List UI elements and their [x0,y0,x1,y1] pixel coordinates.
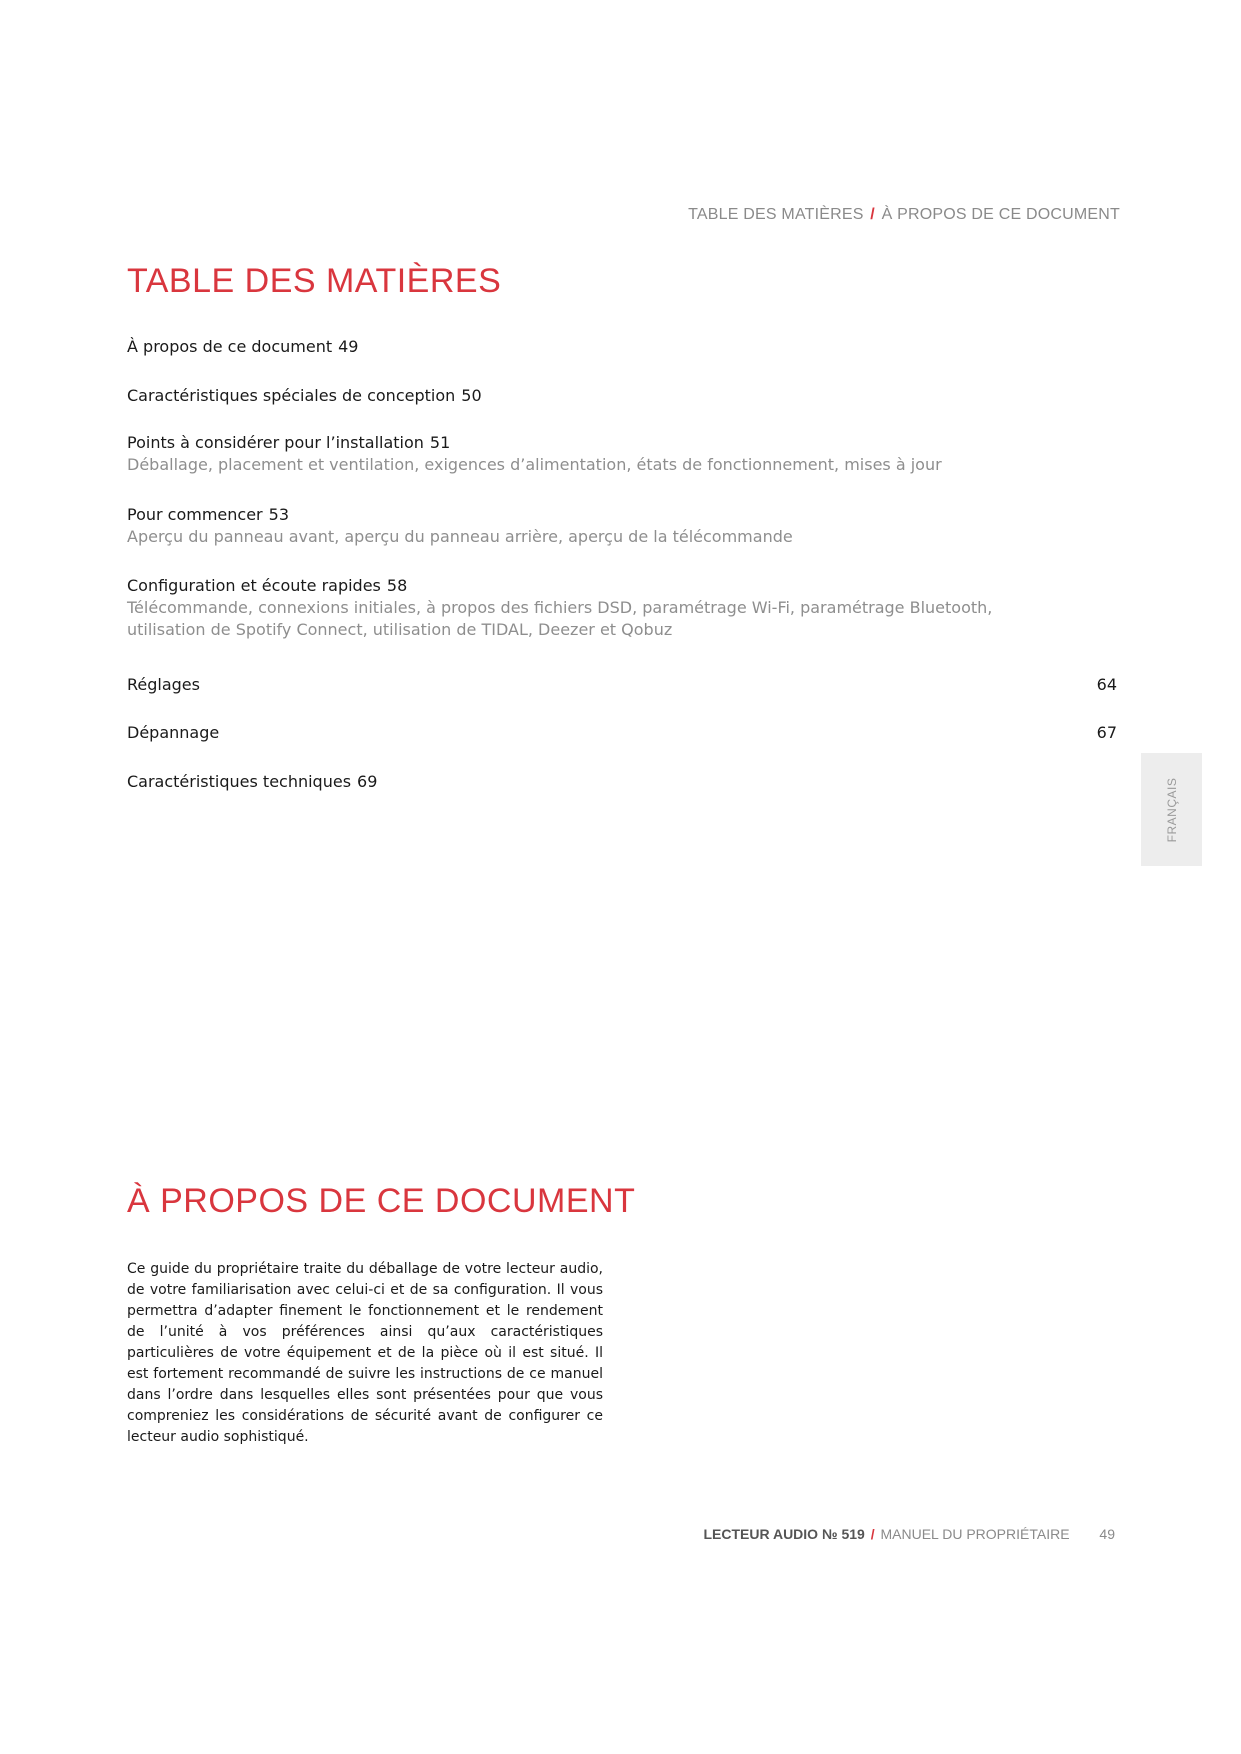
running-header-separator: / [870,206,875,223]
about-title: À PROPOS DE CE DOCUMENT [127,1182,636,1220]
toc-entry-page: 53 [268,505,289,524]
toc-entry[interactable] [127,673,1117,696]
toc-entry-page: 51 [429,433,451,452]
toc-entry[interactable] [127,574,1117,641]
toc-entry[interactable] [127,335,1117,358]
toc-entry-label[interactable]: Dépannage [127,723,220,742]
toc-entry-page: 69 [357,772,378,791]
running-header-right: À PROPOS DE CE DOCUMENT [881,206,1120,223]
running-header [688,206,1120,224]
toc-entry-subtopics: Déballage, placement et ventilation, exigences d’alimentation, états de fonctionnement, mises à jour [127,455,942,474]
about-body: Ce guide du propriétaire traite du déballage de votre lecteur audio, de votre familiarisation avec celui-ci et de sa configuration. Il vous permettra d’adapter finement le fonctionnement et le rendement de l’unité à vos préférences ainsi qu’aux caractéristiques particulières de votre équipement et de la pièce où il est situé. Il est fortement recommandé de suivre les instructions de ce manuel dans l’ordre dans lesquelles elles sont présentées pour que vous compreniez les considérations de sécurité avant de configurer ce lecteur audio sophistiqué. [127,1261,603,1445]
toc-entry-page: 49 [338,337,359,356]
footer-separator: / [870,1526,875,1542]
page-number: 49 [1099,1526,1115,1542]
footer-product-name: LECTEUR AUDIO № 519 [703,1526,865,1542]
toc-entry-subtopics-continued: utilisation de Spotify Connect, utilisation de TIDAL, Deezer et Qobuz [127,620,673,639]
toc-entry-page: 50 [461,386,482,405]
toc-entry[interactable] [127,384,1117,407]
toc-entry[interactable] [127,721,1117,744]
toc-entry-label[interactable]: Caractéristiques spéciales de conception [127,386,456,405]
language-tab[interactable] [1141,753,1202,866]
toc-entry-label[interactable]: Pour commencer [127,505,263,524]
toc-entry-page: 58 [386,576,408,595]
toc-entry[interactable] [127,503,1117,548]
toc-entry-subtopics: Aperçu du panneau avant, aperçu du panneau arrière, aperçu de la télécommande [127,527,793,546]
toc-entry-label[interactable]: À propos de ce document [127,337,333,356]
running-header-left: TABLE DES MATIÈRES [688,206,864,223]
language-tab-label: FRANÇAIS [1164,777,1179,842]
toc-entry-label[interactable]: Réglages [127,675,200,694]
toc-entry-page: 67 [1096,723,1117,742]
toc-entry[interactable] [127,431,1117,476]
toc-entry-label[interactable]: Configuration et écoute rapides [127,576,381,595]
page-footer [703,1526,1115,1542]
toc-title: TABLE DES MATIÈRES [127,262,502,300]
toc-entry[interactable] [127,770,1117,793]
toc-entry-label[interactable]: Caractéristiques techniques [127,772,352,791]
footer-manual-title: MANUEL DU PROPRIÉTAIRE [880,1526,1070,1542]
toc-entry-label[interactable]: Points à considérer pour l’installation [127,433,424,452]
toc-entry-page: 64 [1096,675,1117,694]
toc-entry-subtopics: Télécommande, connexions initiales, à propos des fichiers DSD, paramétrage Wi-Fi, paramétrage Bluetooth, [127,598,993,617]
